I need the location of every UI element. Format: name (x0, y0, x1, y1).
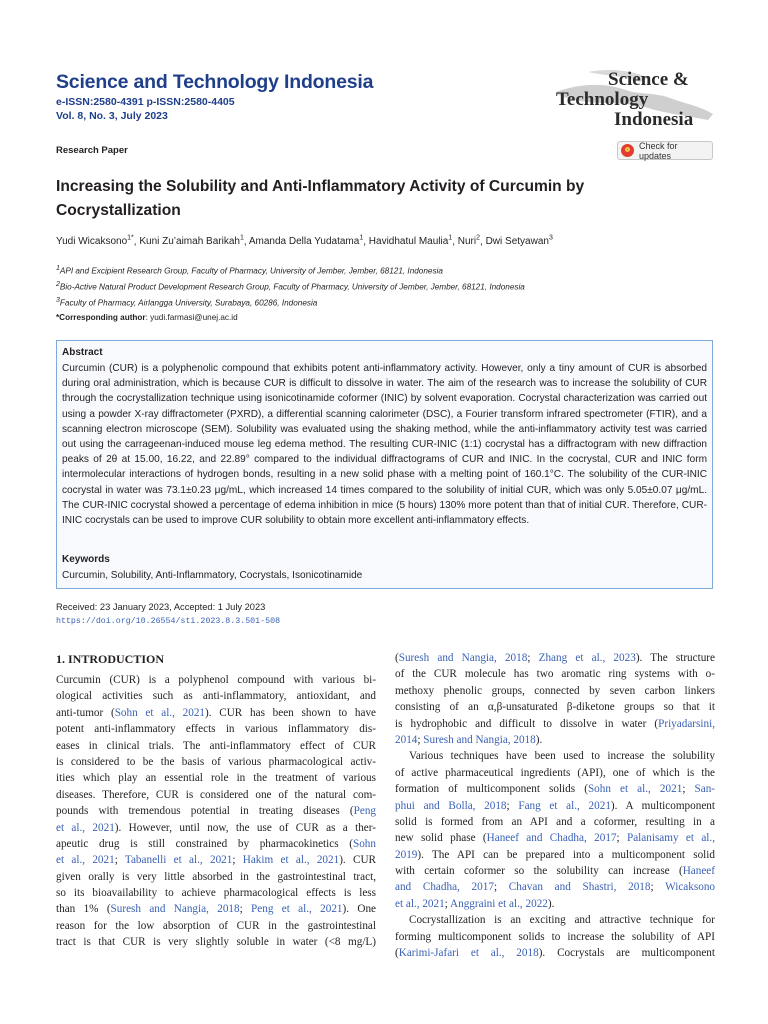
issn-line: e-ISSN:2580-4391 p-ISSN:2580-4405 (56, 96, 235, 108)
journal-logo (548, 62, 718, 132)
check-updates-label: Check for updates (639, 140, 678, 161)
text-run: ). The API can be prepared into a multicomponent solid (417, 848, 715, 861)
check-for-updates-button[interactable] (617, 141, 713, 160)
citation-link[interactable]: Chavan and Shastri, 2018 (508, 881, 651, 894)
citation-link[interactable]: Hakim et al., 2021 (242, 854, 340, 867)
body-text-line (56, 836, 376, 852)
body-text-line (395, 666, 715, 682)
body-text-line (56, 852, 376, 868)
text-run: ; (114, 854, 125, 867)
body-text-line (56, 934, 376, 950)
affiliation-number: 2 (56, 281, 60, 289)
abstract-heading: Abstract (62, 347, 103, 358)
affiliation-text: API and Excipient Research Group, Faculty of Pharmacy, University of Jember, Jember, 68121, Indonesia (59, 266, 443, 276)
body-text-line (395, 814, 715, 830)
text-run: ( (395, 947, 399, 960)
text-run: is considered to be the basis of various pharmacological activ- (56, 755, 376, 768)
text-run: methoxy phenolic groups, connected by seven carbon linkers (395, 684, 715, 697)
journal-title: Science and Technology Indonesia (56, 71, 374, 93)
body-text-line (56, 672, 376, 688)
body-text-line (395, 683, 715, 699)
text-run: Cocrystallization is an exciting and attractive technique for (409, 914, 715, 927)
text-run: so its bioavailability to achieve pharmacological effects is less (56, 887, 376, 900)
citation-link[interactable]: et al., 2021 (395, 897, 445, 910)
text-run: solid is formed from an API and a coformer, resulting in a (395, 815, 715, 828)
text-run: ). Cocrystals are multicomponent (538, 947, 715, 960)
author-affiliation-mark: 1 (448, 235, 453, 242)
affiliations (56, 262, 716, 324)
text-run: ities which play an essential role in the treatment of various (56, 772, 376, 785)
author-name: Amanda Della Yudatama (248, 236, 360, 248)
text-run: of the CUR molecule has two aromatic ring systems with o- (395, 668, 715, 681)
body-text-line (395, 650, 715, 666)
logo-line-1: Science & (608, 69, 689, 90)
body-text-line (56, 901, 376, 917)
citation-link[interactable]: 2014 (395, 733, 418, 746)
text-run: forming multicomponent solids to increase the solubility of API (395, 930, 715, 943)
body-text-line (56, 721, 376, 737)
text-run: reason for the low absorption of CUR in the gastrointestinal (56, 919, 376, 932)
corresponding-email[interactable]: : yudi.farmasi@unej.ac.id (145, 312, 238, 322)
citation-link[interactable]: Peng et al., 2021 (251, 903, 343, 916)
text-run: new solid phase ( (395, 832, 487, 845)
citation-link[interactable]: Suresh and Nangia, 2018 (110, 903, 240, 916)
author-name: Nuri (457, 236, 477, 248)
citation-link[interactable]: Haneef and Chadha, 2017 (486, 832, 617, 845)
text-run: ; (239, 903, 252, 916)
citation-link[interactable]: Zhang et al., 2023 (538, 652, 636, 664)
citation-link[interactable]: Sohn et al., 2021 (114, 706, 206, 719)
text-run: ; (417, 733, 424, 746)
citation-link[interactable]: Haneef (682, 865, 715, 878)
body-text-line (395, 863, 715, 879)
body-text-line (395, 781, 715, 797)
author (56, 236, 134, 247)
citation-link[interactable]: and Chadha, 2017 (395, 881, 494, 894)
citation-link[interactable]: Sohn et al., 2021 (587, 783, 683, 796)
affiliation-number: 3 (56, 297, 60, 305)
received-accepted-dates: Received: 23 January 2023, Accepted: 1 July 2023 (56, 602, 266, 612)
text-run: given orally is very little absorbed in the gastrointestinal tract, (56, 870, 376, 883)
body-column-right (395, 650, 715, 961)
author-name: Havidhatul Maulia (368, 236, 449, 248)
body-text-line (395, 765, 715, 781)
body-text-line (395, 798, 715, 814)
text-run: potent anti-inflammatory effects in various inflammatory dis- (56, 723, 376, 736)
text-run: eases in clinical trials. The anti-inflammatory effect of CUR (56, 739, 376, 752)
affiliation-text: Faculty of Pharmacy, Airlangga University, Surabaya, 60286, Indonesia (59, 299, 318, 309)
author-list: Yudi Wicaksono$^{1*}$, Kuni Zu’aimah Barikah$^1$, Amanda Della Yudatama$^1$, Havidhatul Maulia$^1$, Nuri$^2$, Dwi Setyawan$^3$ (56, 235, 553, 248)
check-updates-icon (621, 144, 634, 157)
affiliation (56, 294, 716, 310)
citation-link[interactable]: Fang et al., 2021 (518, 799, 611, 812)
citation-link[interactable]: Peng (353, 805, 376, 818)
paper-title-line-2: Cocrystallization (56, 202, 181, 219)
citation-link[interactable]: Wicaksono (665, 881, 716, 894)
abstract-text: Curcumin (CUR) is a polyphenolic compound that exhibits potent anti-inflammatory activity. However, only a tiny amount of CUR is absorbed during oral administration, which is because CUR is difficult to dissolve in water. The aim of the research was to increase the solubility of CUR through the cocrystallization technique using isonicotinamide coformer (INIC) by solvent evaporation. Cocrystal characterization was carried out using a powder X-ray diffractometer (PXRD), a differential scanning calorimeter (DSC), a Fourier transform infrared spectrometer (FTIR), and a scanning electron microscope (SEM). Solubility was evaluated using the shaking method, while the anti-inflammatory activity test was carried out using the carrageenan-induced mouse leg edema method. The resulting CUR-INIC (1:1) cocrystal has a diffractogram with new diffraction peaks of 2θ at 15.00, 16.22, and 22.89° compared to the individual diffractograms of CUR and INIC. In the cocrystal, CUR and INIC form intermolecular interactions of hydrogen bonds, resulting in a new solid phase with a melting point of 160.1°C. The solubility of the CUR-INIC cocrystal in water was 73.1±0.23 μg/mL, which increased 14 times compared to the solubility of initial CUR, which was only 5.05±0.07 μg/mL. The CUR-INIC cocrystal showed a percentage of edema inhibition in mice (5 hours) 130% more potent than that of initial CUR. Therefore, CUR-INIC cocrystals can be used to improve CUR solubility to obtain more excellent anti-inflammatory effects. (62, 363, 707, 527)
keywords-heading: Keywords (62, 554, 110, 565)
text-run: ( (395, 652, 399, 664)
affiliation-number: 1 (56, 265, 60, 272)
body-text-line (56, 803, 376, 819)
body-text-line (395, 929, 715, 945)
text-run: diseases. Therefore, CUR is considered one of the natural com- (56, 788, 376, 801)
author-name: Kuni Zu’aimah Barikah (139, 236, 240, 248)
text-run: with certain coformer so the solubility can increase ( (395, 865, 683, 878)
text-run: pounds with tremendous potential in treating diseases ( (56, 805, 354, 818)
keywords-list: Curcumin, Solubility, Anti-Inflammatory, Cocrystals, Isonicotinamide (62, 570, 363, 581)
text-run: anti-tumor ( (56, 706, 115, 719)
body-text-line (395, 716, 715, 732)
author-affiliation-mark: 1 (239, 235, 244, 242)
citation-link[interactable]: Priyadarsini, (658, 717, 715, 730)
text-run: ). (547, 897, 555, 910)
body-column-left (56, 650, 376, 951)
text-run: ; (493, 881, 509, 894)
citation-link[interactable]: Karimi-Jafari et al., 2018 (398, 947, 539, 960)
corresponding-author (56, 311, 716, 325)
body-text-line (395, 945, 715, 961)
text-run: ; (682, 783, 695, 796)
body-text-line (395, 879, 715, 895)
text-run: ). (535, 733, 543, 746)
body-text-line (395, 912, 715, 928)
text-run: of active pharmaceutical ingredients (API), one of which is the (395, 766, 715, 779)
text-run: than 1% ( (56, 903, 111, 916)
author-name: Dwi Setyawan (485, 236, 549, 248)
body-text-line (56, 820, 376, 836)
author-affiliation-mark: 1* (127, 235, 134, 242)
text-run: formation of multicomponent solids ( (395, 783, 588, 796)
author-affiliation-mark: 1 (359, 235, 364, 242)
text-run: ; (506, 799, 519, 812)
author-affiliation-mark: 2 (476, 235, 481, 242)
author (249, 236, 363, 247)
author-affiliation-mark: 3 (548, 235, 553, 242)
body-text-line (56, 705, 376, 721)
citation-link[interactable]: San- (694, 783, 716, 796)
volume-issue: Vol. 8, No. 3, July 2023 (56, 110, 168, 122)
citation-link[interactable]: et al., 2021 (56, 854, 115, 867)
paper-title-line-1: Increasing the Solubility and Anti-Inflammatory Activity of Curcumin by (56, 178, 585, 195)
text-run: ). The structure (635, 652, 715, 664)
author (486, 236, 553, 247)
citation-link[interactable]: Sohn (352, 837, 376, 850)
body-text-line (56, 754, 376, 770)
citation-link[interactable]: Suresh and Nangia, 2018 (423, 733, 536, 746)
body-text-line (395, 699, 715, 715)
body-text-line (56, 688, 376, 704)
logo-line-3: Indonesia (614, 109, 694, 130)
citation-link[interactable]: Suresh and Nangia, 2018 (398, 652, 528, 664)
author (139, 236, 244, 247)
corresponding-label: *Corresponding author (56, 312, 146, 322)
text-run: ological activities such as anti-inflammatory, antioxidant, and (56, 690, 376, 703)
text-run: ; (444, 897, 451, 910)
text-run: ; (616, 832, 627, 845)
body-text-line (56, 770, 376, 786)
body-text-line (395, 732, 715, 748)
citation-link[interactable]: Palanisamy et al., (626, 832, 716, 845)
body-text-line (56, 918, 376, 934)
text-run: ). CUR has been shown to have (205, 706, 377, 719)
citation-link[interactable]: Tabanelli et al., 2021 (124, 854, 233, 867)
body-text-line (56, 738, 376, 754)
author (369, 236, 452, 247)
text-run: Curcumin (CUR) is a polyphenol compound with various bi- (56, 674, 376, 686)
text-run: ; (650, 881, 666, 894)
paper-title (56, 175, 716, 223)
text-run: ). However, until now, the use of CUR as a ther- (114, 821, 376, 834)
text-run: Various techniques have been used to increase the solubility (409, 750, 715, 763)
text-run: tract is that CUR is very slightly soluble in water (<8 mg/L) (56, 936, 376, 949)
article-type: Research Paper (56, 145, 128, 156)
citation-link[interactable]: Anggraini et al., 2022 (450, 897, 548, 910)
section-heading-introduction: 1. INTRODUCTION (56, 652, 165, 666)
text-run: ). A multicomponent (610, 799, 716, 812)
affiliation-text: Bio-Active Natural Product Development Research Group, Faculty of Pharmacy, University of Jember, Jember, 68121, Indonesia (59, 282, 525, 292)
author-name: Yudi Wicaksono (56, 236, 128, 248)
citation-link[interactable]: phui and Bolla, 2018 (395, 799, 507, 812)
citation-link[interactable]: 2019 (395, 848, 418, 861)
text-run: apeutic drug is still constrained by pharmacokinetics ( (56, 837, 353, 850)
affiliation (56, 278, 716, 294)
text-run: ). One (342, 903, 376, 916)
logo-line-2: Technology (556, 89, 649, 110)
text-run: consisting of an α,β-unsaturated β-diketone groups so that it (395, 701, 715, 714)
doi-link[interactable]: https://doi.org/10.26554/sti.2023.8.3.501-508 (56, 617, 281, 626)
body-text-line (395, 830, 715, 846)
body-text-line (395, 896, 715, 912)
text-run: ; (232, 854, 243, 867)
body-text-line (395, 847, 715, 863)
body-text-line (56, 869, 376, 885)
text-run: is hydrophobic and difficult to dissolve in water ( (395, 717, 659, 730)
body-text-line (56, 787, 376, 803)
text-run: ). CUR (339, 854, 377, 867)
author (458, 236, 480, 247)
body-text-line (56, 885, 376, 901)
affiliation (56, 262, 716, 278)
text-run: ; (527, 652, 539, 664)
citation-link[interactable]: et al., 2021 (56, 821, 115, 834)
body-text-line (395, 748, 715, 764)
